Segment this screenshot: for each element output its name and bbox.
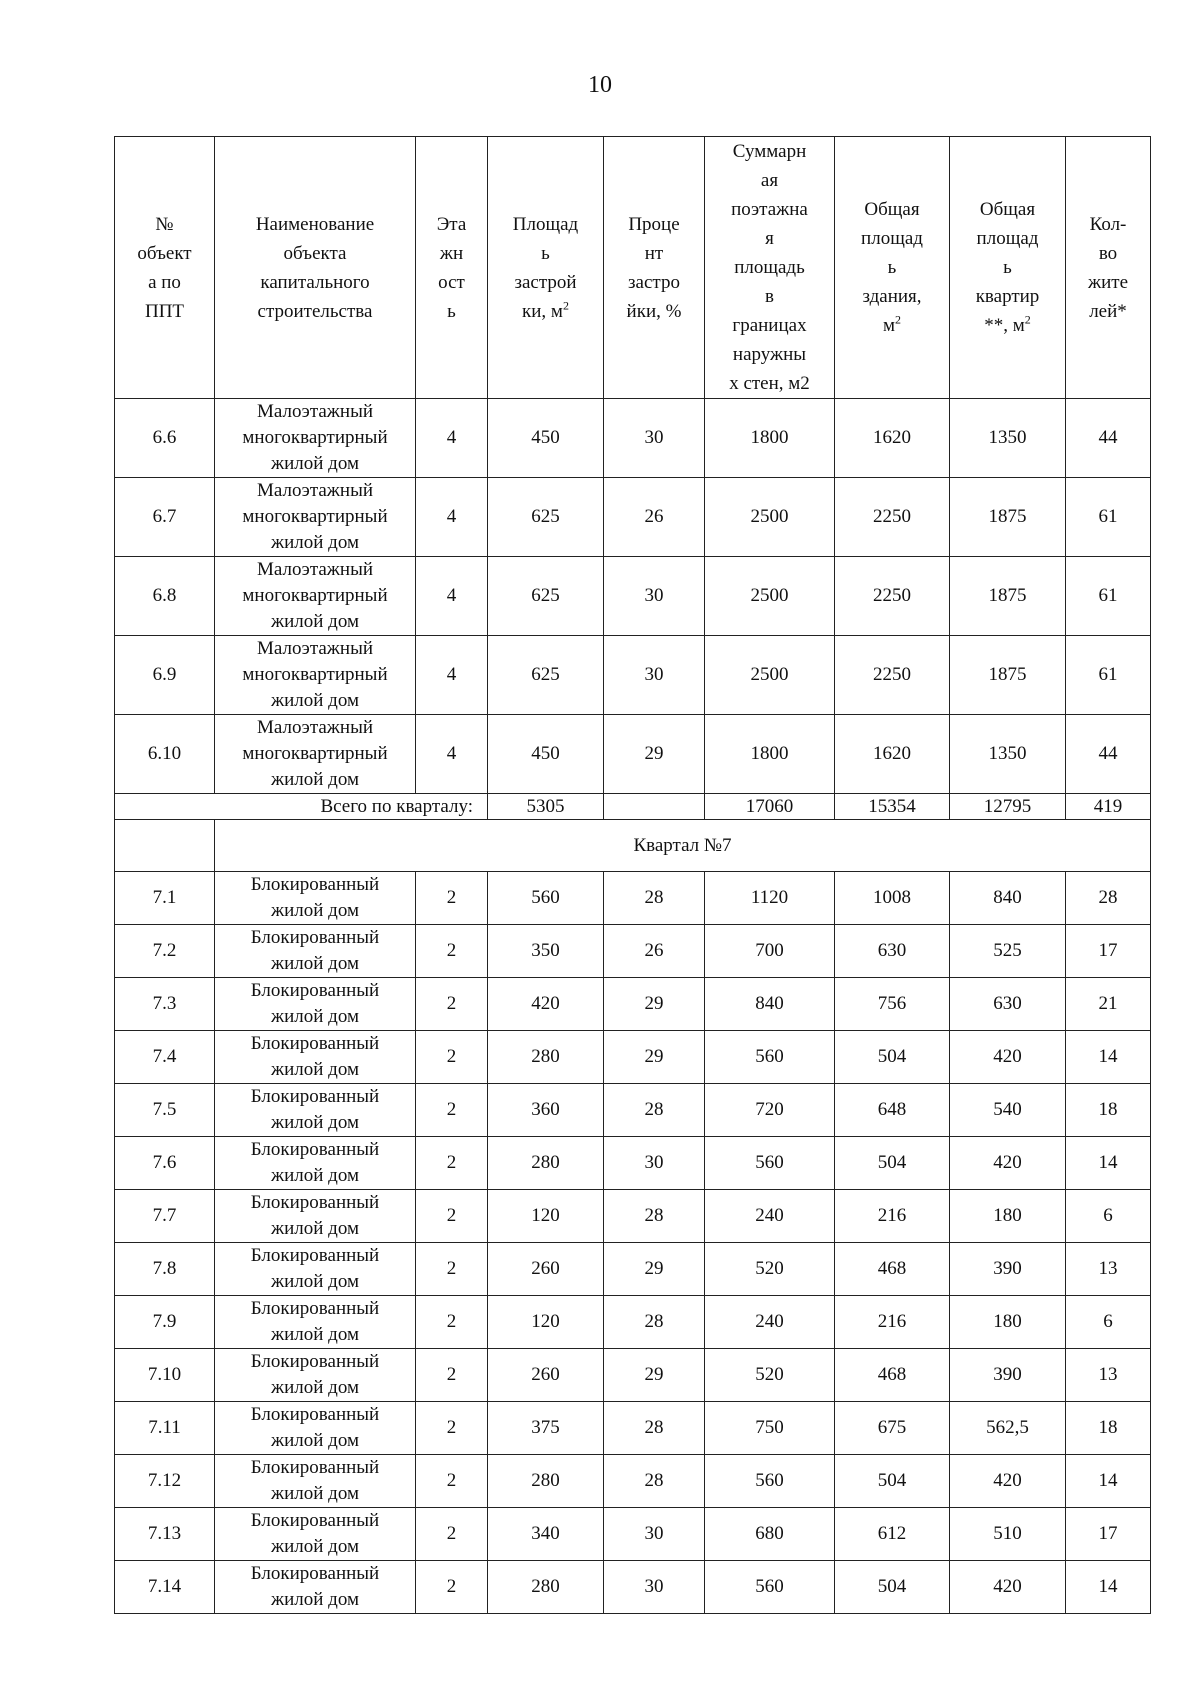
cell-flat-area: 630 xyxy=(950,978,1066,1031)
cell-building-area: 1008 xyxy=(835,872,950,925)
cell-floors: 2 xyxy=(416,925,488,978)
block7-header-row xyxy=(115,820,1151,872)
table-row xyxy=(115,1455,1151,1508)
cell-floors: 4 xyxy=(416,557,488,636)
cell-floor-area: 2500 xyxy=(705,478,835,557)
cell-flat-area: 180 xyxy=(950,1190,1066,1243)
header-floors: Эта жн ост ь xyxy=(416,137,488,399)
cell-building-area: 504 xyxy=(835,1031,950,1084)
cell-name: Блокированный жилой дом xyxy=(215,1455,416,1508)
cell-flat-area: 510 xyxy=(950,1508,1066,1561)
table-header-row xyxy=(115,137,1151,399)
cell-name: Малоэтажный многоквартирный жилой дом xyxy=(215,636,416,715)
cell-residents: 14 xyxy=(1066,1137,1151,1190)
cell-pct: 28 xyxy=(604,872,705,925)
table-row xyxy=(115,636,1151,715)
header-building-area: Общая площад ь здания, $м^2$ xyxy=(835,137,950,399)
cell-flat-area: 840 xyxy=(950,872,1066,925)
table-row xyxy=(115,715,1151,794)
cell-floors: 2 xyxy=(416,1508,488,1561)
cell-pct: 28 xyxy=(604,1190,705,1243)
cell-floors: 2 xyxy=(416,1561,488,1614)
cell-floor-area: 240 xyxy=(705,1296,835,1349)
cell-flat-area: 1875 xyxy=(950,478,1066,557)
page-number: 10 xyxy=(588,72,612,98)
cell-no: 7.7 xyxy=(115,1190,215,1243)
cell-flat-area: 390 xyxy=(950,1243,1066,1296)
cell-floor-area: 1800 xyxy=(705,715,835,794)
table-row xyxy=(115,557,1151,636)
cell-no: 6.10 xyxy=(115,715,215,794)
cell-pct: 26 xyxy=(604,925,705,978)
cell-no: 7.9 xyxy=(115,1296,215,1349)
cell-area: 450 xyxy=(488,715,604,794)
cell-no: 7.5 xyxy=(115,1084,215,1137)
cell-pct: 29 xyxy=(604,1349,705,1402)
cell-name: Блокированный жилой дом xyxy=(215,1190,416,1243)
cell-no: 7.14 xyxy=(115,1561,215,1614)
cell-building-area: 504 xyxy=(835,1455,950,1508)
cell-area: 260 xyxy=(488,1349,604,1402)
cell-flat-area: 540 xyxy=(950,1084,1066,1137)
table-row xyxy=(115,1508,1151,1561)
cell-area: 120 xyxy=(488,1190,604,1243)
cell-no: 6.7 xyxy=(115,478,215,557)
total-floor-area: 17060 xyxy=(705,794,835,820)
table-row xyxy=(115,872,1151,925)
cell-building-area: 648 xyxy=(835,1084,950,1137)
cell-pct: 29 xyxy=(604,1243,705,1296)
total-building-area: 15354 xyxy=(835,794,950,820)
table-row xyxy=(115,1402,1151,1455)
cell-no: 7.10 xyxy=(115,1349,215,1402)
cell-pct: 30 xyxy=(604,1137,705,1190)
cell-area: 625 xyxy=(488,636,604,715)
cell-name: Малоэтажный многоквартирный жилой дом xyxy=(215,557,416,636)
cell-floor-area: 240 xyxy=(705,1190,835,1243)
cell-floor-area: 1120 xyxy=(705,872,835,925)
cell-no: 7.13 xyxy=(115,1508,215,1561)
cell-building-area: 216 xyxy=(835,1190,950,1243)
cell-no: 6.9 xyxy=(115,636,215,715)
cell-building-area: 756 xyxy=(835,978,950,1031)
table-row xyxy=(115,1190,1151,1243)
block6-rows xyxy=(115,399,1151,794)
table-row xyxy=(115,399,1151,478)
cell-pct: 29 xyxy=(604,715,705,794)
cell-floor-area: 700 xyxy=(705,925,835,978)
cell-area: 280 xyxy=(488,1031,604,1084)
cell-residents: 14 xyxy=(1066,1561,1151,1614)
cell-flat-area: 420 xyxy=(950,1031,1066,1084)
cell-no: 7.8 xyxy=(115,1243,215,1296)
block7-rows xyxy=(115,872,1151,1614)
cell-building-area: 675 xyxy=(835,1402,950,1455)
cell-floor-area: 2500 xyxy=(705,636,835,715)
cell-area: 260 xyxy=(488,1243,604,1296)
block7-title: Квартал №7 xyxy=(215,820,1151,872)
cell-floor-area: 560 xyxy=(705,1455,835,1508)
cell-residents: 28 xyxy=(1066,872,1151,925)
cell-no: 7.1 xyxy=(115,872,215,925)
header-built-area: Площад ь застрой ки, $м^2$ xyxy=(488,137,604,399)
cell-area: 450 xyxy=(488,399,604,478)
cell-residents: 44 xyxy=(1066,715,1151,794)
block7-header-empty-cell xyxy=(115,820,215,872)
cell-flat-area: 562,5 xyxy=(950,1402,1066,1455)
cell-pct: 26 xyxy=(604,478,705,557)
cell-name: Блокированный жилой дом xyxy=(215,1561,416,1614)
cell-residents: 18 xyxy=(1066,1084,1151,1137)
cell-no: 7.11 xyxy=(115,1402,215,1455)
total-flat-area: 12795 xyxy=(950,794,1066,820)
cell-floors: 2 xyxy=(416,1084,488,1137)
cell-pct: 29 xyxy=(604,978,705,1031)
cell-residents: 14 xyxy=(1066,1031,1151,1084)
cell-area: 375 xyxy=(488,1402,604,1455)
header-total-floor-area: Суммарн ая поэтажна я площадь в границах наружны х стен, м2 xyxy=(705,137,835,399)
header-object-number: № объект а по ППТ xyxy=(115,137,215,399)
cell-pct: 28 xyxy=(604,1296,705,1349)
cell-floor-area: 1800 xyxy=(705,399,835,478)
cell-floor-area: 750 xyxy=(705,1402,835,1455)
cell-building-area: 2250 xyxy=(835,636,950,715)
cell-floors: 4 xyxy=(416,478,488,557)
cell-no: 7.12 xyxy=(115,1455,215,1508)
objects-table xyxy=(114,136,1151,1614)
header-object-name: Наименование объекта капитального строительства xyxy=(215,137,416,399)
cell-floors: 2 xyxy=(416,1402,488,1455)
cell-no: 7.2 xyxy=(115,925,215,978)
cell-residents: 44 xyxy=(1066,399,1151,478)
header-residents: Кол- во жите лей* xyxy=(1066,137,1151,399)
cell-residents: 21 xyxy=(1066,978,1151,1031)
cell-flat-area: 1875 xyxy=(950,557,1066,636)
cell-pct: 28 xyxy=(604,1084,705,1137)
cell-flat-area: 1350 xyxy=(950,715,1066,794)
cell-flat-area: 1875 xyxy=(950,636,1066,715)
cell-residents: 61 xyxy=(1066,636,1151,715)
cell-residents: 13 xyxy=(1066,1349,1151,1402)
block6-total xyxy=(115,794,1151,872)
cell-name: Блокированный жилой дом xyxy=(215,1137,416,1190)
cell-no: 7.4 xyxy=(115,1031,215,1084)
table-row xyxy=(115,978,1151,1031)
cell-flat-area: 1350 xyxy=(950,399,1066,478)
cell-floor-area: 520 xyxy=(705,1349,835,1402)
cell-floors: 4 xyxy=(416,399,488,478)
cell-area: 625 xyxy=(488,478,604,557)
cell-floors: 4 xyxy=(416,636,488,715)
cell-flat-area: 525 xyxy=(950,925,1066,978)
cell-pct: 30 xyxy=(604,399,705,478)
cell-pct: 30 xyxy=(604,1508,705,1561)
cell-building-area: 630 xyxy=(835,925,950,978)
table-row xyxy=(115,1137,1151,1190)
cell-area: 340 xyxy=(488,1508,604,1561)
cell-building-area: 1620 xyxy=(835,399,950,478)
cell-floor-area: 720 xyxy=(705,1084,835,1137)
cell-building-area: 504 xyxy=(835,1561,950,1614)
cell-floor-area: 840 xyxy=(705,978,835,1031)
cell-flat-area: 420 xyxy=(950,1137,1066,1190)
cell-area: 280 xyxy=(488,1561,604,1614)
total-label: Всего по кварталу: xyxy=(115,794,488,820)
cell-name: Блокированный жилой дом xyxy=(215,978,416,1031)
cell-floors: 4 xyxy=(416,715,488,794)
cell-building-area: 1620 xyxy=(835,715,950,794)
table-row xyxy=(115,1031,1151,1084)
cell-no: 7.6 xyxy=(115,1137,215,1190)
cell-pct: 28 xyxy=(604,1402,705,1455)
cell-floors: 2 xyxy=(416,1296,488,1349)
cell-residents: 17 xyxy=(1066,925,1151,978)
cell-area: 360 xyxy=(488,1084,604,1137)
cell-floor-area: 680 xyxy=(705,1508,835,1561)
cell-floors: 2 xyxy=(416,1455,488,1508)
cell-no: 7.3 xyxy=(115,978,215,1031)
cell-name: Малоэтажный многоквартирный жилой дом xyxy=(215,478,416,557)
header-built-percent: Проце нт застро йки, % xyxy=(604,137,705,399)
total-row xyxy=(115,794,1151,820)
table-row xyxy=(115,1296,1151,1349)
cell-floors: 2 xyxy=(416,978,488,1031)
total-residents: 419 xyxy=(1066,794,1151,820)
cell-floor-area: 560 xyxy=(705,1031,835,1084)
cell-building-area: 468 xyxy=(835,1243,950,1296)
cell-no: 6.8 xyxy=(115,557,215,636)
table-row xyxy=(115,1243,1151,1296)
cell-name: Блокированный жилой дом xyxy=(215,925,416,978)
cell-area: 120 xyxy=(488,1296,604,1349)
cell-area: 625 xyxy=(488,557,604,636)
table-row xyxy=(115,478,1151,557)
cell-flat-area: 180 xyxy=(950,1296,1066,1349)
cell-pct: 30 xyxy=(604,557,705,636)
cell-flat-area: 390 xyxy=(950,1349,1066,1402)
cell-building-area: 2250 xyxy=(835,557,950,636)
cell-name: Блокированный жилой дом xyxy=(215,1402,416,1455)
cell-area: 560 xyxy=(488,872,604,925)
cell-building-area: 468 xyxy=(835,1349,950,1402)
cell-flat-area: 420 xyxy=(950,1561,1066,1614)
cell-name: Малоэтажный многоквартирный жилой дом xyxy=(215,715,416,794)
cell-area: 280 xyxy=(488,1455,604,1508)
cell-flat-area: 420 xyxy=(950,1455,1066,1508)
cell-building-area: 504 xyxy=(835,1137,950,1190)
cell-building-area: 216 xyxy=(835,1296,950,1349)
table-row xyxy=(115,1561,1151,1614)
cell-area: 420 xyxy=(488,978,604,1031)
cell-floors: 2 xyxy=(416,1349,488,1402)
cell-name: Блокированный жилой дом xyxy=(215,1243,416,1296)
cell-name: Блокированный жилой дом xyxy=(215,1349,416,1402)
cell-pct: 28 xyxy=(604,1455,705,1508)
cell-floors: 2 xyxy=(416,1243,488,1296)
cell-floor-area: 560 xyxy=(705,1561,835,1614)
cell-residents: 17 xyxy=(1066,1508,1151,1561)
cell-floors: 2 xyxy=(416,1137,488,1190)
cell-residents: 61 xyxy=(1066,557,1151,636)
cell-residents: 13 xyxy=(1066,1243,1151,1296)
cell-floors: 2 xyxy=(416,1031,488,1084)
cell-name: Блокированный жилой дом xyxy=(215,1084,416,1137)
table-row xyxy=(115,1349,1151,1402)
cell-building-area: 612 xyxy=(835,1508,950,1561)
cell-residents: 6 xyxy=(1066,1296,1151,1349)
cell-residents: 61 xyxy=(1066,478,1151,557)
total-pct xyxy=(604,794,705,820)
cell-floor-area: 560 xyxy=(705,1137,835,1190)
cell-pct: 29 xyxy=(604,1031,705,1084)
cell-residents: 18 xyxy=(1066,1402,1151,1455)
cell-floor-area: 520 xyxy=(705,1243,835,1296)
cell-name: Блокированный жилой дом xyxy=(215,1031,416,1084)
cell-name: Блокированный жилой дом xyxy=(215,1296,416,1349)
cell-residents: 14 xyxy=(1066,1455,1151,1508)
cell-pct: 30 xyxy=(604,636,705,715)
cell-floors: 2 xyxy=(416,1190,488,1243)
table-row xyxy=(115,925,1151,978)
cell-name: Блокированный жилой дом xyxy=(215,1508,416,1561)
cell-name: Блокированный жилой дом xyxy=(215,872,416,925)
cell-building-area: 2250 xyxy=(835,478,950,557)
header-flat-area: Общая площад ь квартир **, $м^2$ xyxy=(950,137,1066,399)
cell-area: 350 xyxy=(488,925,604,978)
cell-area: 280 xyxy=(488,1137,604,1190)
cell-residents: 6 xyxy=(1066,1190,1151,1243)
total-area: 5305 xyxy=(488,794,604,820)
cell-no: 6.6 xyxy=(115,399,215,478)
cell-pct: 30 xyxy=(604,1561,705,1614)
cell-name: Малоэтажный многоквартирный жилой дом xyxy=(215,399,416,478)
cell-floors: 2 xyxy=(416,872,488,925)
table-row xyxy=(115,1084,1151,1137)
cell-floor-area: 2500 xyxy=(705,557,835,636)
